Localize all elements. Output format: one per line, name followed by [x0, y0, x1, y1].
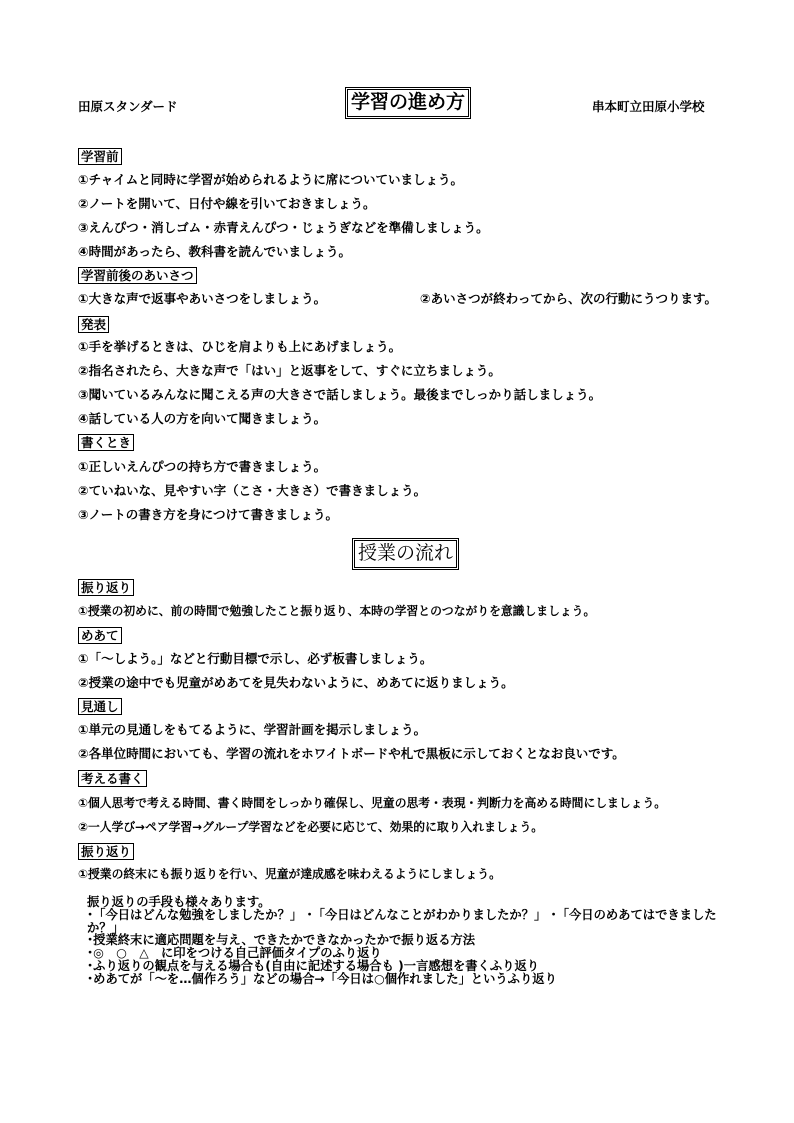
- list-item: ②あいさつが終わってから、次の行動にうつります。: [420, 291, 717, 306]
- notes-line: ･授業終末に適応問題を与え、できたかできなかったかで振り返る方法: [87, 933, 476, 948]
- notes-line: 振り返りの手段も様々あります。: [87, 895, 271, 909]
- list-item: ③ノートの書き方を身につけて書きましょう。: [78, 507, 338, 522]
- section-label-goal: めあて: [78, 627, 122, 644]
- list-item: ②各単位時間においても、学習の流れをホワイトボードや札で黒板に示しておくとなお良いです。: [78, 746, 625, 761]
- section-label-outlook: 見通し: [78, 698, 122, 715]
- list-item: ①正しいえんぴつの持ち方で書きましょう。: [78, 459, 327, 474]
- page-title-text: 学習の進め方: [347, 89, 469, 117]
- list-item: ②指名されたら、大きな声で「はい」と返事をして、すぐに立ちましょう。: [78, 363, 501, 378]
- list-item: ④話している人の方を向いて聞きましょう。: [78, 411, 327, 426]
- section-label-before-study: 学習前: [78, 148, 122, 165]
- notes-line: ･ふり返りの観点を与える場合も(自由に記述する場合も )一言感想を書くふり返り: [87, 958, 540, 973]
- list-item: ①単元の見通しをもてるように、学習計画を掲示しましょう。: [78, 722, 427, 737]
- review-methods-notes: [87, 896, 737, 986]
- page-title: [345, 87, 471, 119]
- list-item: ①大きな声で返事やあいさつをしましょう。: [78, 291, 327, 306]
- list-item: ②ノートを開いて、日付や線を引いておきましょう。: [78, 196, 376, 211]
- list-item: ②ていねいな、見やすい字（こさ・大きさ）で書きましょう。: [78, 483, 427, 498]
- list-item: ③聞いているみんなに聞こえる声の大きさで話しましょう。最後までしっかり話しましょう。: [78, 387, 602, 402]
- list-item: ①手を挙げるときは、ひじを肩よりも上にあげましょう。: [78, 339, 402, 354]
- header-left-text: 田原スタンダード: [78, 99, 178, 114]
- header-school-name: 串本町立田原小学校: [592, 99, 705, 114]
- notes-line: ･◎ ○ △ に印をつける自己評価タイプのふり返り: [87, 946, 382, 961]
- list-item: ②授業の途中でも児童がめあてを見失わないように、めあてに返りましょう。: [78, 675, 514, 690]
- section-label-review-end: 振り返り: [78, 843, 134, 860]
- section-label-presentation: 発表: [78, 316, 109, 333]
- section-label-review: 振り返り: [78, 579, 134, 596]
- list-item: ④時間があったら、教科書を読んでいましょう。: [78, 244, 351, 259]
- section-title-text: 授業の流れ: [354, 540, 457, 568]
- list-item: ①「～しよう。」などと行動目標で示し、必ず板書しましょう。: [78, 651, 433, 666]
- notes-line: ･「今日はどんな勉強をしましたか？」 ･「今日はどんなことがわかりましたか？」 ･「今日のめあてはできましたか？」: [87, 907, 717, 935]
- list-item: ①チャイムと同時に学習が始められるように席についていましょう。: [78, 172, 463, 187]
- section-label-writing: 書くとき: [78, 434, 134, 451]
- list-item: ③えんぴつ・消しゴム・赤青えんぴつ・じょうぎなどを準備しましょう。: [78, 220, 489, 235]
- list-item: ②一人学び→ペア学習→グループ学習などを必要に応じて、効果的に取り入れましょう。: [78, 820, 544, 834]
- section-title-class-flow: [352, 538, 459, 570]
- notes-line: ･めあてが「～を…個作ろう」などの場合→「今日は○個作れました」というふり返り: [87, 971, 557, 986]
- list-item: ①授業の終末にも振り返りを行い、児童が達成感を味わえるようにしましょう。: [78, 867, 501, 881]
- section-label-greeting: 学習前後のあいさつ: [78, 267, 197, 284]
- list-item: ①授業の初めに、前の時間で勉強したこと振り返り、本時の学習とのつながりを意識しましょう。: [78, 604, 596, 618]
- list-item: ①個人思考で考える時間、書く時間をしっかり確保し、児童の思考・表現・判断力を高める時間にしましょう。: [78, 796, 667, 810]
- section-label-think-write: 考える書く: [78, 770, 147, 787]
